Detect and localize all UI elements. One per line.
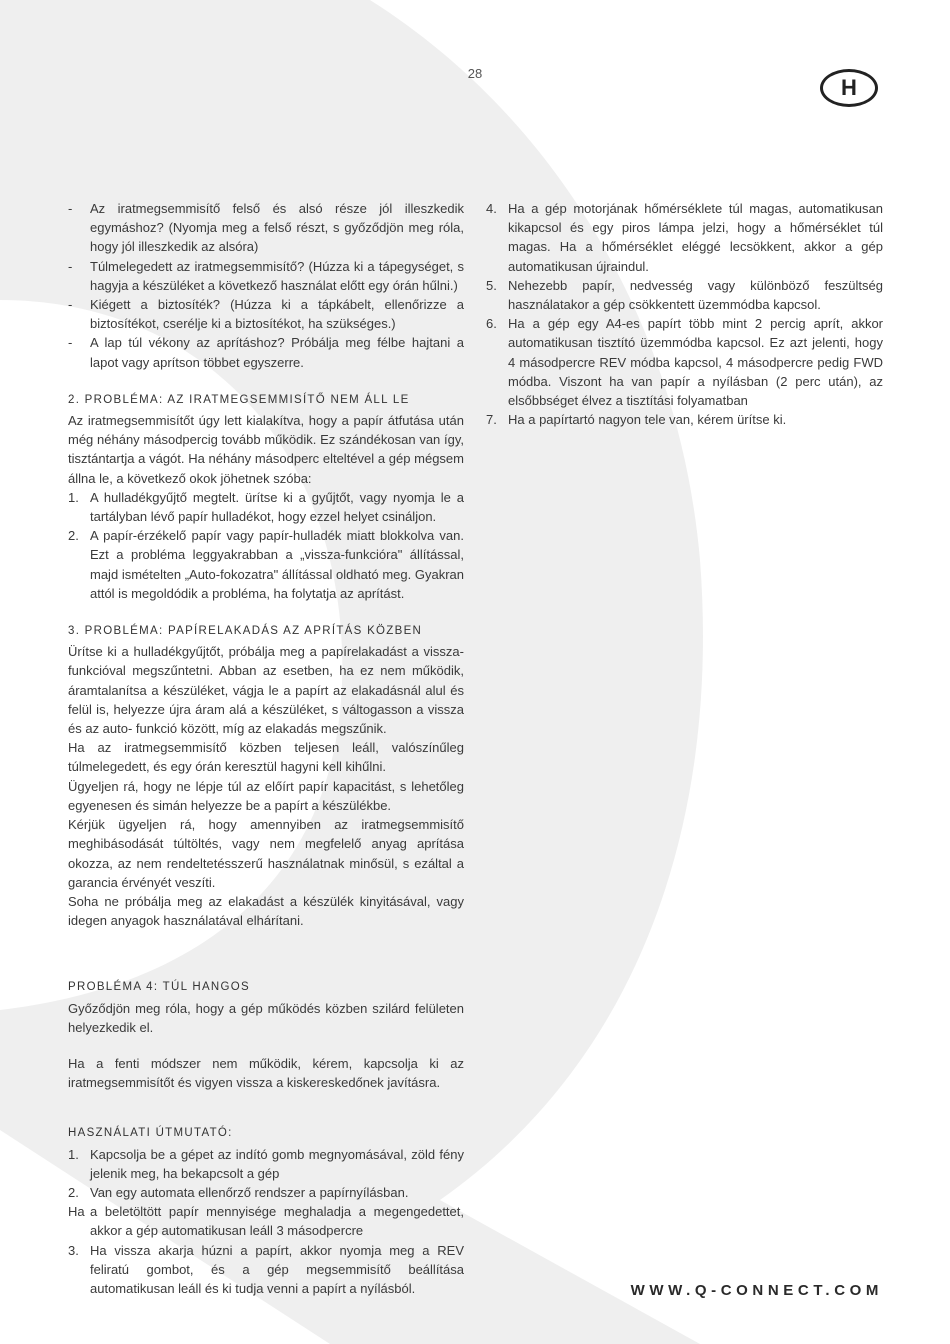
list-item [68,526,464,603]
list-item-text: A lap túl vékony az aprításhoz? Próbálja meg félbe hajtani a lapot vagy aprítson többet egyszerre. [90,335,464,370]
problem-4-paragraph: Ha a fenti módszer nem működik, kérem, kapcsolja ki az iratmegsemmisítőt és vigyen vissza a kiskereskedőnek javításra. [68,1055,464,1091]
problem-3-paragraph: Ürítse ki a hulladékgyűjtőt, próbálja meg a papírelakadást a vissza-funkcióval megszűntetni. Abban az esetben, ha ez nem működik, áramtalanítsa a készüléket, vágja le a papírt az elakadásnál alul és felül is, helyezze újra áram alá a készüléket, s váltogasson a vissza és az auto- funkció között, míg az elakadás megszűnik. [68,644,464,737]
list-marker: 4. [486,201,497,216]
list-marker: 6. [486,316,497,332]
list-marker: 1. [68,1146,79,1162]
list-item-text: Az iratmegsemmisítő felső és alsó része jól illeszkedik egymáshoz? (Nyomja meg a felső részt, s győződjön meg róla, hogy jól illeszkedik az alsóra) [90,201,464,255]
page-number: 28 [467,66,483,81]
list-marker: 1. [68,489,79,505]
list-item-text: Túlmelegedett az iratmegsemmisítő? (Húzza ki a tápegységet, s hagyja a készüléket a következő használat előtt egy órán hűlni.) [90,258,464,293]
right-column [486,199,883,429]
problem-3-paragraph: Soha ne próbálja meg az elakadást a készülék kinyitásával, vagy idegen anyagok használatával elhárítani. [68,893,464,929]
problem-4-heading: PROBLÉMA 4: TÚL HANGOS [68,981,250,994]
problem-3-paragraph: Kérjük ügyeljen rá, hogy amennyiben az iratmegsemmisítő meghibásodását túltöltés, vagy nem megfelelő anyag aprítása okozza, az nem rendeltetésszerű használatnak minősül, s ezáltal a garancia érvényét veszíti. [68,817,464,890]
list-item-text: A papír-érzékelő papír vagy papír-hulladék miatt blokkolva van. Ezt a probléma leggyakrabban a „vissza-funkcióra" állítással, majd ismételten „Auto-fokozatra" állítással oldható meg. Gyakran attól is megoldódik a probléma, ha folytatja az aprítást. [90,528,464,601]
list-marker: 2. [68,528,79,544]
list-item [68,257,464,295]
list-item [68,1145,464,1183]
problem-2-section [68,391,464,603]
list-marker: - [68,297,73,313]
problem-4-paragraph: Győződjön meg róla, hogy a gép működés közben szilárd felületen helyezkedik el. [68,1000,464,1035]
list-item-text: a beletöltött papír mennyisége meghaladja a megengedettet, akkor a gép automatikusan leáll 3 másodpercre [90,1204,464,1239]
usage-section [68,1124,464,1298]
list-item-text: Kapcsolja be a gépet az indító gomb megnyomásával, zöld fény jelenik meg, ha bekapcsolt a gép [90,1146,464,1181]
list-item [68,1241,464,1299]
list-marker: - [68,201,73,216]
list-item-text: Ha a gép motorjának hőmérséklete túl magas, automatikusan kikapcsol és egy piros lámpa jelzi, hogy a hőmérséklet túl magas. Ha a hőmérséklet eléggé lecsökkent, akkor a gép automatikusan újraindul. [508,201,883,274]
list-item [68,1183,464,1202]
list-item [486,314,883,410]
list-item [68,333,464,371]
list-item-text: Ha vissza akarja húzni a papírt, akkor nyomja meg a REV feliratú gombot, és a gép megsemmisítő beállítása automatikusan leáll és ki tudja venni a papírt a nyílásból. [90,1242,464,1296]
list-marker: 7. [486,412,497,428]
troubleshoot-list [68,199,464,372]
list-item [486,410,883,429]
usage-heading: HASZNÁLATI ÚTMUTATÓ: [68,1127,233,1140]
list-item [486,276,883,314]
list-item-text: Kiégett a biztosíték? (Húzza ki a tápkábelt, ellenőrizze a biztosítékot, cserélje ki a biztosítékot, ha szükséges.) [90,297,464,332]
list-item-text: A hulladékgyűjtő megtelt. ürítse ki a gyűjtőt, vagy nyomja le a tartályban lévő papír hulladékot, hogy ezzel helyet csináljon. [90,489,464,525]
list-item-text: Ha a gép egy A4-es papírt több mint 2 percig aprít, akkor automatikusan tisztító üzemmódba kapcsol. Ez azt jelenti, hogy 4 másodpercre REV módba kapcsol, 4 másodpercre pedig FWD módba. Viszont ha van papír a nyílásban (2 perc után), az elsőbbséget élvez a tisztítási folyamatban [508,316,883,409]
problem-3-paragraph: Ha az iratmegsemmisítő közben teljesen leáll, valószínűleg túlmelegedett, és egy órán keresztül hagyni kell kihűlni. [68,740,464,775]
website-url: WWW.Q-CONNECT.COM [630,1282,883,1299]
problem-3-heading: 3. PROBLÉMA: PAPÍRELAKADÁS AZ APRÍTÁS KÖZBEN [68,625,423,638]
language-badge-letter: H [841,75,857,100]
list-item [68,1202,464,1240]
list-item [68,488,464,526]
problem-3-paragraph: Ügyeljen rá, hogy ne lépje túl az előírt papír kapacitást, s lehetőleg egyenesen és simán helyezze be a papírt a készülékbe. [68,778,464,813]
language-badge [820,69,878,107]
list-item-text: Van egy automata ellenőrző rendszer a papírnyílásban. [90,1184,409,1200]
left-column [68,199,464,1298]
list-marker: 2. [68,1184,79,1200]
problem-4-section [68,978,464,1092]
list-item [68,295,464,333]
list-marker: - [68,335,73,351]
list-marker: - [68,258,73,274]
list-item [68,199,464,257]
list-marker: 5. [486,277,497,293]
problem-2-heading: 2. PROBLÉMA: AZ IRATMEGSEMMISÍTŐ NEM ÁLL LE [68,393,410,406]
list-item-text: Ha a papírtartó nagyon tele van, kérem ürítse ki. [508,412,787,428]
problem-2-intro: Az iratmegsemmisítőt úgy lett kialakítva, hogy a papír átfutása után még néhány másodpercig tovább működik. Ez szándékosan van így, tisztántartja a vágót. Ha néhány másodperc elteltével a gép mégsem állna le, a következő okok jöhetnek szóba: [68,413,464,486]
list-item-text: Nehezebb papír, nedvesség vagy különböző feszültség használatakor a gép csökkentett üzemmódba kapcsol. [508,277,883,313]
problem-3-section [68,622,464,930]
list-item [486,199,883,276]
list-marker: Ha [68,1204,85,1220]
list-marker: 3. [68,1242,79,1258]
